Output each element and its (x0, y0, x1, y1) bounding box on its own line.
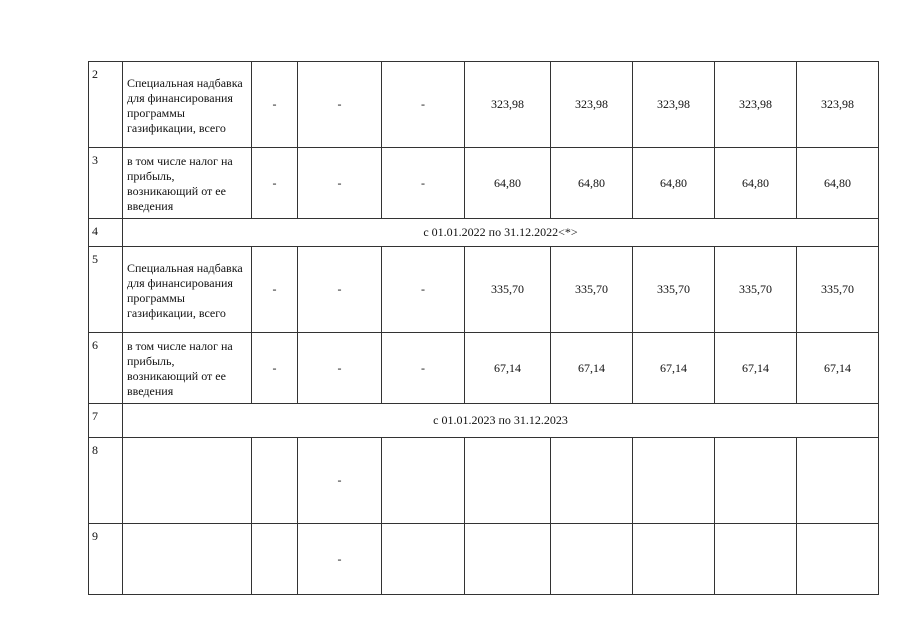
cell-col-3: - (382, 62, 465, 148)
cell-col-3: - (382, 247, 465, 333)
table-row-period (89, 404, 879, 438)
row-description: Специальная надбавка для финансирования программы газификации, всего (123, 247, 252, 333)
table-row (89, 438, 879, 524)
row-description (123, 438, 252, 524)
cell-value-4: 335,70 (715, 247, 797, 333)
cell-col-2: - (298, 247, 382, 333)
cell-value-2: 335,70 (551, 247, 633, 333)
cell-value-1: 64,80 (465, 148, 551, 219)
cell-col-2: - (298, 148, 382, 219)
row-description: в том числе налог на прибыль, возникающий от ее введения (123, 148, 252, 219)
tariff-table (88, 61, 879, 595)
cell-value-2: 323,98 (551, 62, 633, 148)
cell-value-3: 335,70 (633, 247, 715, 333)
cell-col-3: - (382, 148, 465, 219)
cell-col-2: - (298, 333, 382, 404)
cell-value-5: 323,98 (797, 62, 879, 148)
cell-value-1: 323,98 (465, 62, 551, 148)
cell-value-2: 67,14 (551, 333, 633, 404)
cell-value-2 (551, 524, 633, 595)
row-number: 9 (89, 524, 123, 595)
row-number: 6 (89, 333, 123, 404)
cell-col-1 (252, 524, 298, 595)
cell-col-3 (382, 438, 465, 524)
row-description: в том числе налог на прибыль, возникающий от ее введения (123, 333, 252, 404)
cell-value-3 (633, 524, 715, 595)
cell-value-4 (715, 524, 797, 595)
cell-value-1: 67,14 (465, 333, 551, 404)
cell-value-4: 323,98 (715, 62, 797, 148)
cell-value-3: 64,80 (633, 148, 715, 219)
row-number: 3 (89, 148, 123, 219)
row-description: Специальная надбавка для финансирования программы газификации, всего (123, 62, 252, 148)
row-number: 8 (89, 438, 123, 524)
cell-value-1 (465, 438, 551, 524)
cell-value-5: 64,80 (797, 148, 879, 219)
cell-value-4: 67,14 (715, 333, 797, 404)
cell-col-2: - (298, 524, 382, 595)
row-number: 4 (89, 219, 123, 247)
row-number: 2 (89, 62, 123, 148)
cell-col-2: - (298, 62, 382, 148)
period-label: с 01.01.2022 по 31.12.2022<*> (123, 219, 879, 247)
table-row-period (89, 219, 879, 247)
cell-value-5: 335,70 (797, 247, 879, 333)
period-label: с 01.01.2023 по 31.12.2023 (123, 404, 879, 438)
cell-value-2 (551, 438, 633, 524)
cell-value-5: 67,14 (797, 333, 879, 404)
cell-col-1: - (252, 148, 298, 219)
cell-value-4: 64,80 (715, 148, 797, 219)
cell-col-3 (382, 524, 465, 595)
cell-col-2: - (298, 438, 382, 524)
cell-value-4 (715, 438, 797, 524)
cell-col-1 (252, 438, 298, 524)
table-row (89, 524, 879, 595)
cell-value-1 (465, 524, 551, 595)
cell-value-3 (633, 438, 715, 524)
table-row (89, 148, 879, 219)
cell-value-5 (797, 438, 879, 524)
table-row (89, 247, 879, 333)
row-number: 5 (89, 247, 123, 333)
row-description (123, 524, 252, 595)
cell-col-1: - (252, 333, 298, 404)
cell-value-2: 64,80 (551, 148, 633, 219)
cell-value-3: 67,14 (633, 333, 715, 404)
row-number: 7 (89, 404, 123, 438)
cell-col-1: - (252, 247, 298, 333)
table-row (89, 62, 879, 148)
table-row (89, 333, 879, 404)
cell-col-3: - (382, 333, 465, 404)
cell-value-3: 323,98 (633, 62, 715, 148)
cell-value-1: 335,70 (465, 247, 551, 333)
cell-value-5 (797, 524, 879, 595)
cell-col-1: - (252, 62, 298, 148)
